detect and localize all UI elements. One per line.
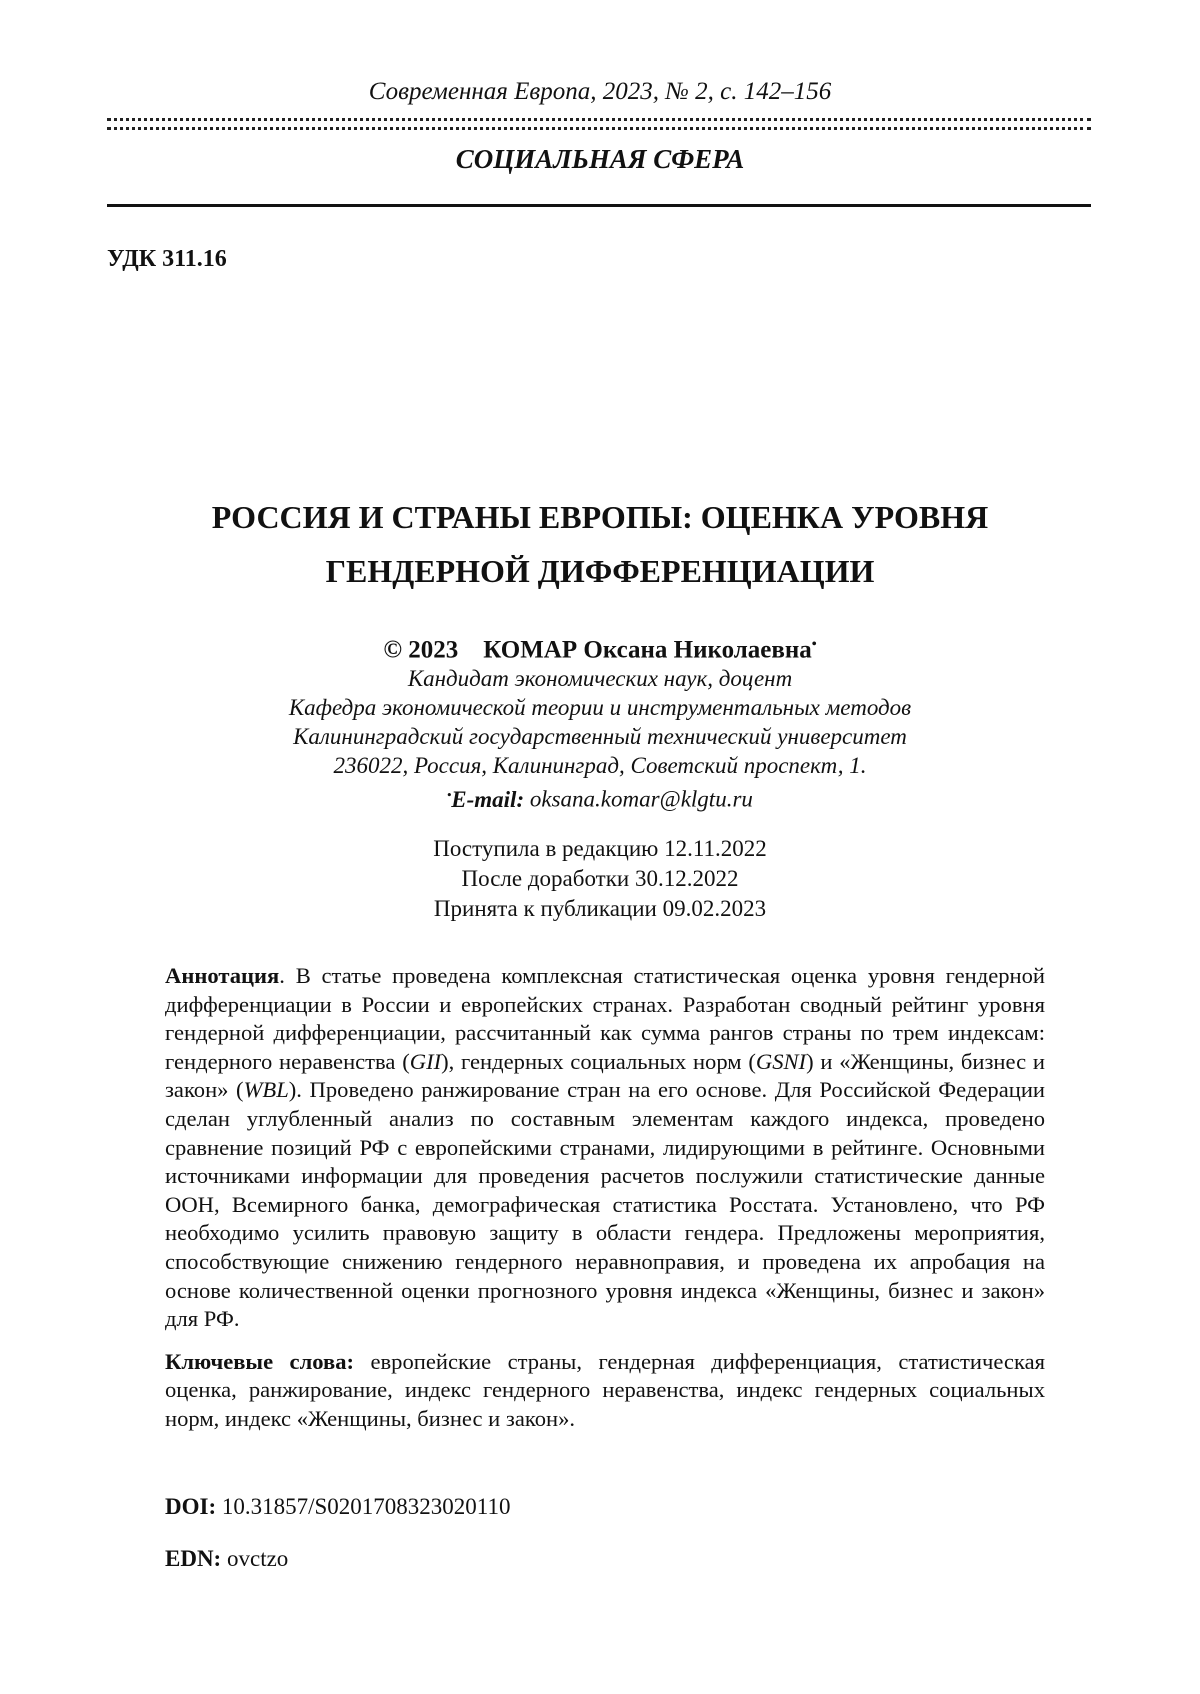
- keywords-text: европейские страны, гендерная дифференциация, статистическая оценка, ранжирование, индекс гендерного неравенства, индекс гендерных социальных норм, индекс «Женщины, бизнес и закон».: [165, 1348, 1045, 1431]
- date-accepted: Принята к публикации 09.02.2023: [433, 896, 767, 921]
- author-email[interactable]: oksana.komar@klgtu.ru: [529, 786, 753, 812]
- author-mark: •: [811, 637, 817, 652]
- author-email-line: [0, 780, 1200, 814]
- title-line-2: ГЕНДЕРНОЙ ДИФФЕРЕНЦИАЦИИ: [325, 553, 875, 589]
- keywords-label: Ключевые слова:: [165, 1348, 355, 1374]
- doi-line: [165, 1494, 1045, 1520]
- journal-citation: Современная Европа, 2023, № 2, с. 142–156: [368, 78, 832, 105]
- date-received: Поступила в редакцию 12.11.2022: [433, 836, 767, 861]
- abstract-gsni: GSNI: [755, 1048, 807, 1074]
- doi-value[interactable]: 10.31857/S0201708323020110: [216, 1494, 511, 1519]
- article-title: [0, 490, 1200, 598]
- publication-dates: [0, 834, 1200, 924]
- section-rule: [107, 204, 1091, 207]
- title-line-1: РОССИЯ И СТРАНЫ ЕВРОПЫ: ОЦЕНКА УРОВНЯ: [211, 499, 989, 535]
- author-block: [0, 630, 1200, 814]
- edn-label: EDN:: [165, 1546, 222, 1571]
- doi-label: DOI:: [165, 1494, 217, 1519]
- abstract-section: [165, 962, 1045, 1448]
- udk-code: УДК 311.16: [107, 246, 227, 272]
- abstract-text-3: ) и «Женщины, бизнес и закон» (: [165, 1048, 1045, 1103]
- author-department: Кафедра экономической теории и инструментальных методов: [288, 695, 912, 721]
- abstract-gii: GII: [409, 1048, 442, 1074]
- double-rule: [107, 118, 1091, 130]
- abstract-label: Аннотация: [165, 963, 280, 988]
- author-university: Калининградский государственный технический университет: [293, 724, 907, 750]
- abstract-text-4: ). Проведено ранжирование стран на его основе. Для Российской Федерации сделан углубленный анализ по составным элементам каждого индекса, проведено сравнение позиций РФ с европейскими странами, лидирующими в рейтинге. Основными источниками информации для проведения расчетов послужили статистические данные ООН, Всемирного банка, демографическая статистика Росстата. Установлено, что РФ необходимо усилить правовую защиту в области гендера. Предложены мероприятия, способствующие снижению гендерного неравноправия, и проведена их апробация на основе количественной оценки прогнозного уровня индекса «Женщины, бизнес и закон» для РФ.: [165, 1077, 1046, 1332]
- abstract-wbl: WBL: [243, 1077, 289, 1103]
- section-heading: СОЦИАЛЬНАЯ СФЕРА: [455, 144, 745, 174]
- date-revised: После доработки 30.12.2022: [461, 866, 739, 891]
- edn-line: [165, 1546, 1045, 1572]
- email-label: E-mail:: [451, 786, 525, 812]
- author-heading: [0, 630, 1200, 664]
- author-degree: Кандидат экономических наук, доцент: [407, 666, 793, 692]
- copyright-year: © 2023: [383, 636, 459, 664]
- author-name: КОМАР Оксана Николаевна: [483, 636, 812, 664]
- abstract-paragraph: [165, 962, 1045, 1334]
- email-label-wrap: [447, 787, 524, 812]
- edn-value: ovctzo: [221, 1546, 289, 1571]
- abstract-text-1: . В статье проведена комплексная статистическая оценка уровня гендерной дифференциации в России и европейских странах. Разработан сводный рейтинг уровня гендерной дифференциации, рассчитанный как сумма рангов страны по трем индексам: гендерного неравенства (: [165, 963, 1045, 1074]
- author-address: 236022, Россия, Калининград, Советский проспект, 1.: [333, 753, 867, 779]
- keywords-paragraph: [165, 1348, 1045, 1434]
- abstract-text-2: ), гендерных социальных норм (: [441, 1048, 756, 1074]
- email-mark: •: [447, 787, 452, 802]
